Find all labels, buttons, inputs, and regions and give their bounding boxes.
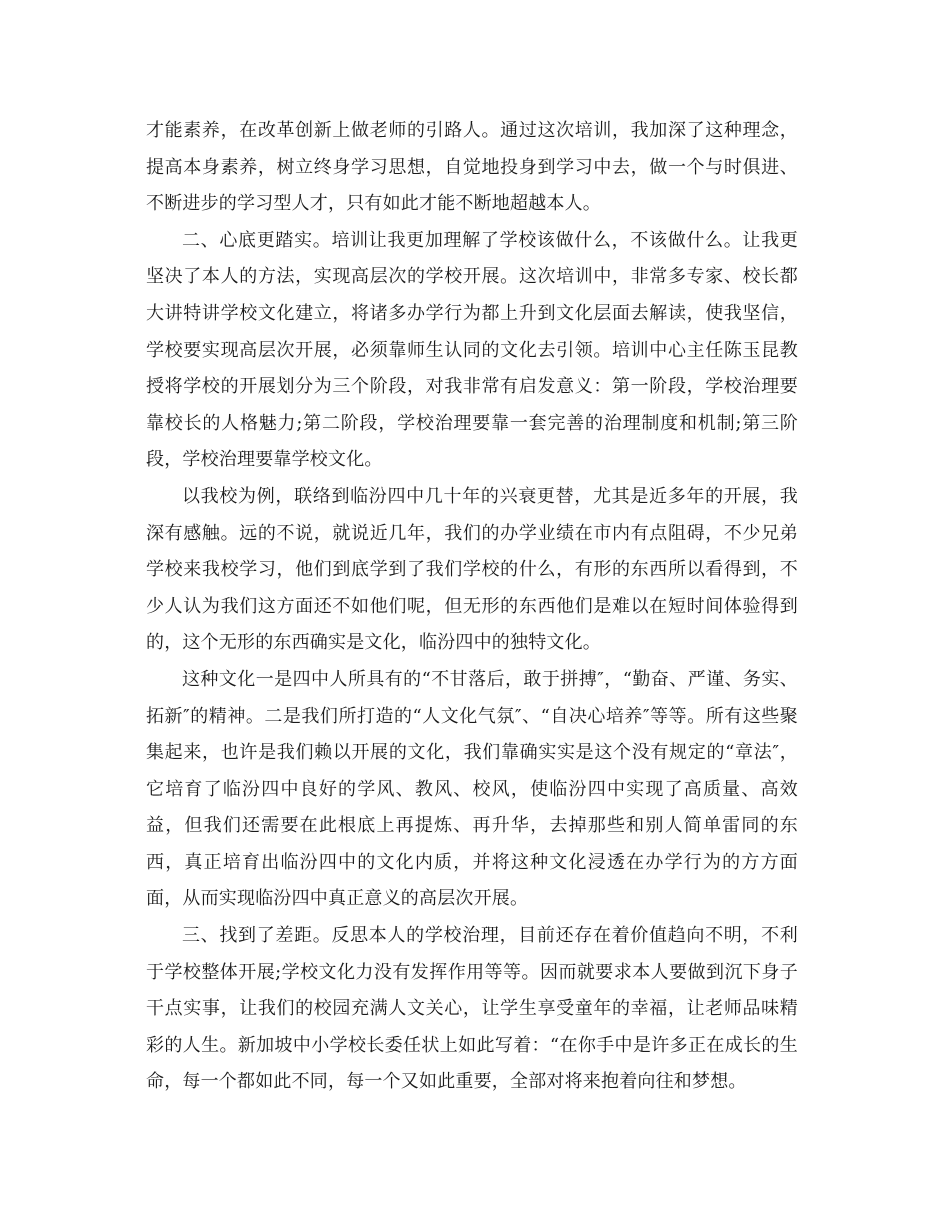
- paragraph-3: 以我校为例，联络到临汾四中几十年的兴衰更替，尤其是近多年的开展，我深有感触。远的不说，就说近几年，我们的办学业绩在市内有点阻碍，不少兄弟学校来我校学习，他们到底学到了我们学校的什么，有形的东西所以看得到，不少人认为我们这方面还不如他们呢，但无形的东西他们是难以在短时间体验得到的，这个无形的东西确实是文化，临汾四中的独特文化。: [146, 485, 798, 654]
- paragraph-1: 才能素养，在改革创新上做老师的引路人。通过这次培训，我加深了这种理念，提高本身素养，树立终身学习思想，自觉地投身到学习中去，做一个与时俱进、不断进步的学习型人才，只有如此才能不断地超越本人。: [146, 120, 798, 215]
- paragraph-4: 这种文化一是四中人所具有的“不甘落后，敢于拼搏″，“勤奋、严谨、务实、拓新″的精神。二是我们所打造的“人文化气氛″、“自决心培养″等等。所有这些聚集起来，也许是我们赖以开展的文化，我们靠确实实是这个没有规定的“章法″，它培育了临汾四中良好的学风、教风、校风，使临汾四中实现了高质量、高效益，但我们还需要在此根底上再提炼、再升华，去掉那些和别人简单雷同的东西，真正培育出临汾四中的文化内质，并将这种文化浸透在办学行为的方方面面，从而实现临汾四中真正意义的高层次开展。: [146, 668, 798, 910]
- paragraph-2: 二、心底更踏实。培训让我更加理解了学校该做什么，不该做什么。让我更坚决了本人的方法，实现高层次的学校开展。这次培训中，非常多专家、校长都大讲特讲学校文化建立，将诸多办学行为都上升到文化层面去解读，使我坚信，学校要实现高层次开展，必须靠师生认同的文化去引领。培训中心主任陈玉昆教授将学校的开展划分为三个阶段，对我非常有启发意义：第一阶段，学校治理要靠校长的人格魅力;第二阶段，学校治理要靠一套完善的治理制度和机制;第三阶段，学校治理要靠学校文化。: [146, 229, 798, 471]
- document-body: [146, 113, 798, 1101]
- paragraph-5: 三、找到了差距。反思本人的学校治理，目前还存在着价值趋向不明，不利于学校整体开展;学校文化力没有发挥作用等等。因而就要求本人要做到沉下身子干点实事，让我们的校园充满人文关心，让学生享受童年的幸福，让老师品味精彩的人生。新加坡中小学校长委任状上如此写着：“在你手中是许多正在成长的生命，每一个都如此不同，每一个又如此重要，全部对将来抱着向往和梦想。: [146, 925, 798, 1093]
